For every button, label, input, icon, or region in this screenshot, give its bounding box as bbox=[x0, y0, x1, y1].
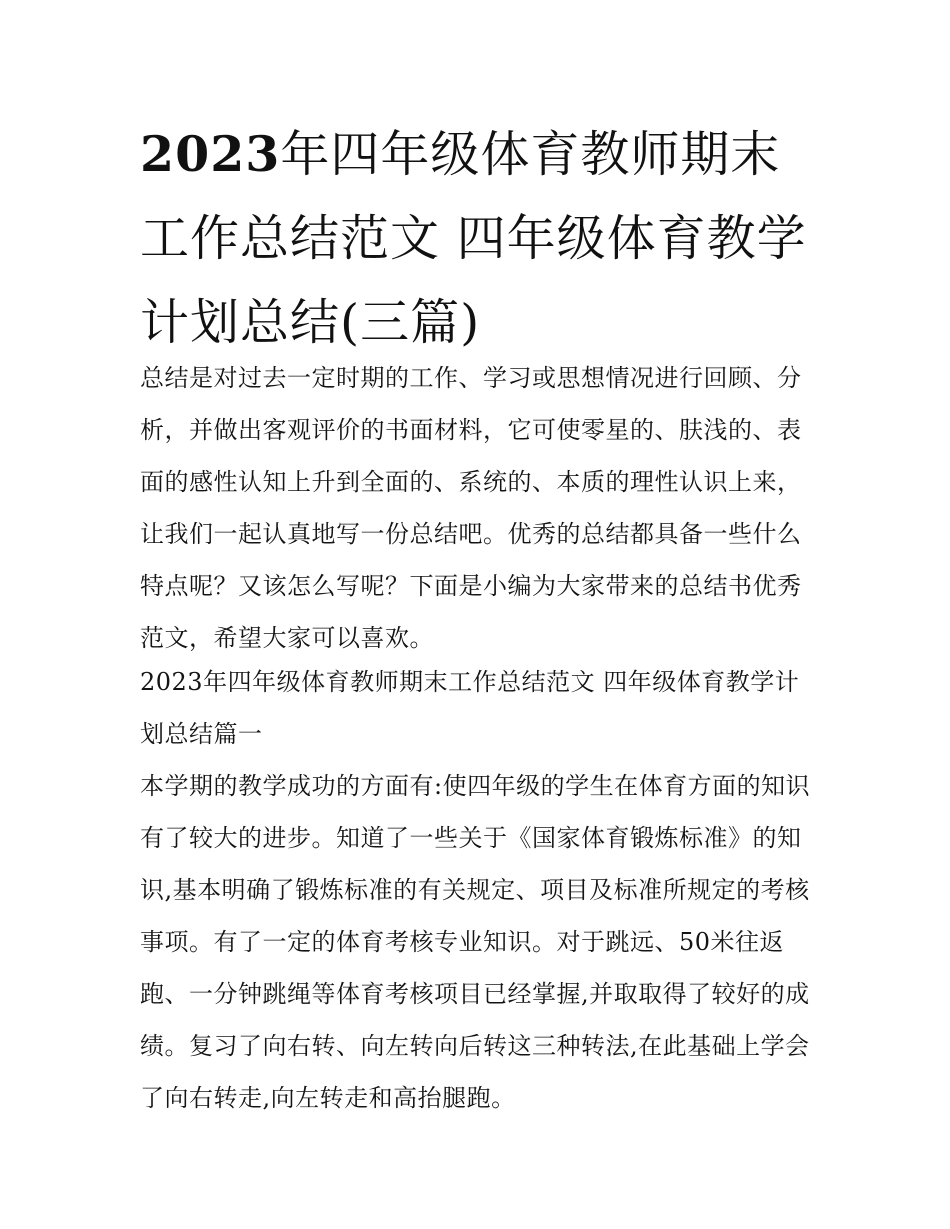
title-text: 年四年级体育教师期末工作总结范文 四年级体育教学计划总结(三篇) bbox=[140, 126, 807, 351]
section-heading: 2023年四年级体育教师期末工作总结范文 四年级体育教学计划总结篇一 bbox=[140, 668, 800, 748]
section-paragraph: 本学期的教学成功的方面有:使四年级的学生在体育方面的知识有了较大的进步。知道了一些关于《国家体育锻炼标准》的知识,基本明确了锻炼标准的有关规定、项目及标准所规定的考核事项。有了一定的体育考核专业知识。对于跳远、50米往返跑、一分钟跳绳等体育考核项目已经掌握,并取取得了较好的成绩。复习了向右转、向左转向后转这三种转法,在此基础上学会了向右转走,向左转走和高抬腿跑。 bbox=[140, 772, 811, 1112]
document-title bbox=[140, 112, 820, 365]
intro-paragraph: 总结是对过去一定时期的工作、学习或思想情况进行回顾、分析，并做出客观评价的书面材料，它可使零星的、肤浅的、表面的感性认知上升到全面的、系统的、本质的理性认识上来，让我们一起认真地写一份总结吧。优秀的总结都具备一些什么特点呢？又该怎么写呢？下面是小编为大家带来的总结书优秀范文，希望大家可以喜欢。 bbox=[140, 364, 802, 652]
title-year: 2023 bbox=[140, 125, 281, 183]
